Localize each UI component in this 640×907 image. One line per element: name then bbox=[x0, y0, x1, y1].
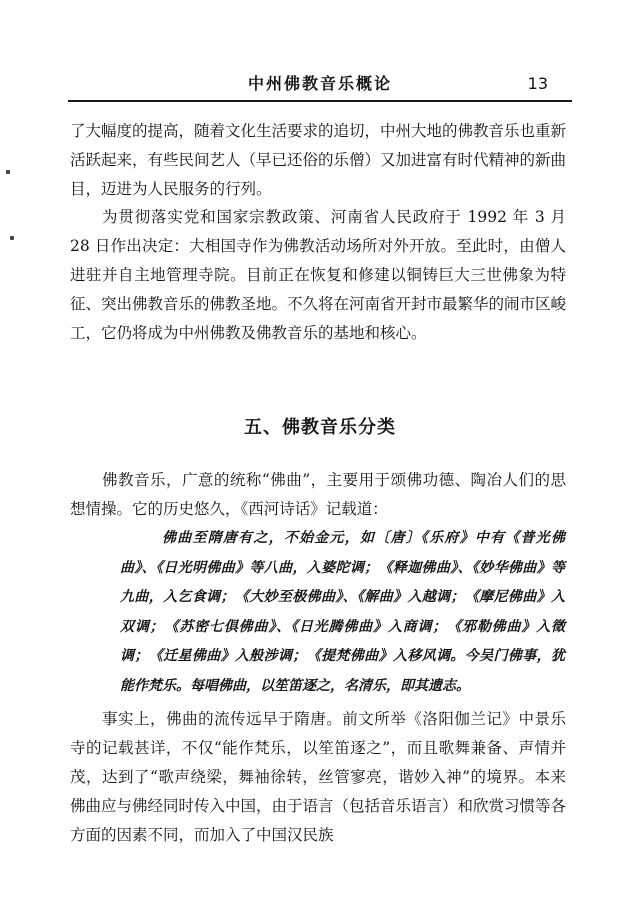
header-title: 中州佛教音乐概论 bbox=[247, 74, 392, 93]
page-number: 13 bbox=[527, 74, 548, 93]
header-rule bbox=[68, 100, 572, 102]
paragraph-classification-intro: 佛教音乐，广意的统称“佛曲”，主要用于颂佛功德、陶冶人们的思想情操。它的历史悠久，《西河诗话》记载道： bbox=[70, 471, 566, 518]
scan-speck bbox=[10, 236, 14, 240]
scan-speck bbox=[6, 170, 10, 174]
paragraph-history: 事实上，佛曲的流传远早于隋唐。前文所举《洛阳伽兰记》中景乐寺的记载甚详，不仅“能作梵乐，以笙笛逐之”，而且歌舞兼备、声情并茂，达到了“歌声绕梁，舞袖徐转，丝管寥亮，谐妙入神”的境界。本来佛曲应与佛经同时传入中国，由于语言（包括音乐语言）和欣赏习惯等各方面的因素不同，而加入了中国汉民族 bbox=[70, 710, 567, 844]
running-header bbox=[68, 72, 572, 96]
quotation-text: 佛曲至隋唐有之，不始金元，如〔唐〕《乐府》中有《普光佛曲》、《日光明佛曲》等八曲，入婆陀调；《释迦佛曲》、《妙华佛曲》等九曲，入乞食调；《大妙至极佛曲》、《解曲》入越调；《摩尼佛曲》入双调；《苏密七俱佛曲》、《日光腾佛曲》入商调；《邪勒佛曲》入徵调；《迁星佛曲》入般涉调；《提梵佛曲》入移风调。今吴门佛事，犹能作梵乐。每唱佛曲，以笙笛逐之，名清乐，即其遗志。 bbox=[120, 530, 565, 694]
quotation-block bbox=[120, 524, 565, 702]
section-heading: 五、佛教音乐分类 bbox=[244, 417, 396, 438]
paragraph-policy: 为贯彻落实党和国家宗教政策、河南省人民政府于 1992 年 3 月 28 日作出决定：大相国寺作为佛教活动场所对外开放。至此时，由僧人进驻并自主地管理寺院。目前正在恢复和修建以铜铸巨大三世佛象为特征、突出佛教音乐的佛教圣地。不久将在河南省开封市最繁华的闹市区峻工，它仍将成为中州佛教及佛教音乐的基地和核心。 bbox=[70, 208, 567, 342]
paragraph-continued: 了大幅度的提高，随着文化生活要求的追切，中州大地的佛教音乐也重新活跃起来，有些民间艺人（早已还俗的乐僧）又加进富有时代精神的新曲目，迈进为人民服务的行列。 bbox=[70, 122, 567, 198]
